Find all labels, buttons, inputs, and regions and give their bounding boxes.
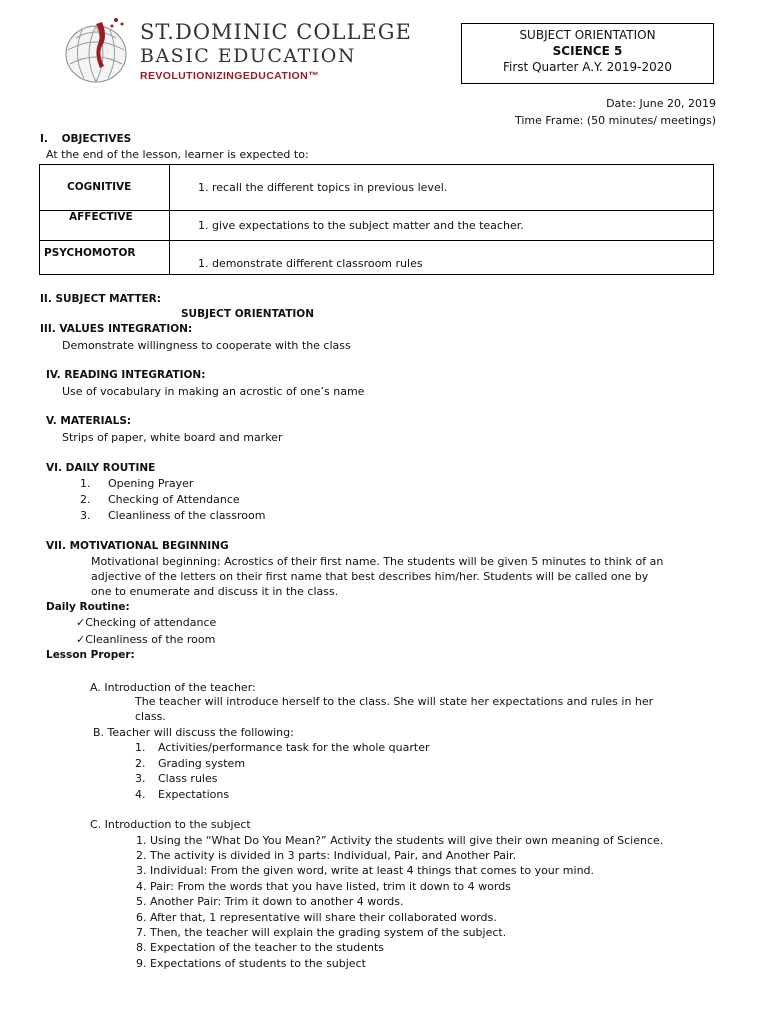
lesson-a-line: The teacher will introduce herself to the class. She will state her expectations and rules in her [135,695,654,708]
values-integration-heading: III. VALUES INTEGRATION: [40,323,193,335]
domain-cell: AFFECTIVE [40,211,170,241]
school-logo [62,14,412,86]
table-row [40,165,714,211]
header-subject: SCIENCE 5 [552,44,623,58]
materials-heading: V. MATERIALS: [46,415,132,427]
list-item: 2. Grading system [135,757,246,770]
objective-cell: 1. recall the different topics in previous level. [170,165,714,211]
list-item: 3. Individual: From the given word, write at least 4 things that comes to your mind. [136,864,595,877]
list-item: 4. Expectations [135,788,230,801]
lesson-c-title: C. Introduction to the subject [90,818,251,831]
objectives-intro: At the end of the lesson, learner is expected to: [46,148,309,161]
list-item: 3. Cleanliness of the classroom [80,509,266,522]
reading-integration-heading: IV. READING INTEGRATION: [46,369,206,381]
list-item: ✓Checking of attendance [76,616,217,629]
objectives-heading-number: I. [40,133,48,145]
list-item: 2. Checking of Attendance [80,493,240,506]
logo-tagline: REVOLUTIONIZINGEDUCATION™ [140,70,319,82]
header-quarter: First Quarter A.Y. 2019-2020 [503,60,672,74]
time-frame-line: Time Frame: (50 minutes/ meetings) [514,114,716,127]
daily-routine-heading: VI. DAILY ROUTINE [46,462,156,474]
objective-cell: 1. give expectations to the subject matter and the teacher. [170,211,714,241]
list-item: 1. Using the “What Do You Mean?” Activity the students will give their own meaning of Science. [136,834,664,847]
list-item: 7. Then, the teacher will explain the grading system of the subject. [136,926,507,939]
list-item: 1. Opening Prayer [80,477,194,490]
lesson-b-title: B. Teacher will discuss the following: [93,726,294,739]
subject-matter-value: SUBJECT ORIENTATION [181,308,315,320]
list-item: 6. After that, 1 representative will share their collaborated words. [136,911,497,924]
daily-routine-subheading: Daily Routine: [46,601,130,613]
list-item: 5. Another Pair: Trim it down to another 4 words. [136,895,404,908]
objectives-table [39,164,714,275]
motivational-line: Motivational beginning: Acrostics of their first name. The students will be given 5 minutes to think of an [91,555,664,568]
domain-cell: PSYCHOMOTOR [40,241,170,275]
date-line: Date: June 20, 2019 [606,97,716,110]
subject-matter-heading: II. SUBJECT MATTER: [40,293,161,305]
objective-cell: 1. demonstrate different classroom rules [170,241,714,275]
objectives-heading [40,133,131,145]
objectives-heading-text: OBJECTIVES [61,133,132,145]
subject-header-box [461,23,714,84]
globe-icon [62,14,138,86]
list-item: 9. Expectations of students to the subject [136,957,366,970]
reading-integration-text: Use of vocabulary in making an acrostic of one’s name [62,385,365,398]
header-title: SUBJECT ORIENTATION [519,28,656,42]
motivational-line: one to enumerate and discuss it in the class. [91,585,339,598]
list-item: ✓Cleanliness of the room [76,633,216,646]
lesson-proper-heading: Lesson Proper: [46,649,135,661]
list-item: 4. Pair: From the words that you have listed, trim it down to 4 words [136,880,511,893]
domain-cell: COGNITIVE [40,165,170,211]
table-row [40,211,714,241]
list-item: 1. Activities/performance task for the whole quarter [135,741,430,754]
list-item: 8. Expectation of the teacher to the students [136,941,385,954]
lesson-a-line: class. [135,710,166,723]
logo-college-name: ST.DOMINIC COLLEGE [140,20,412,44]
logo-basic-education: BASIC EDUCATION [140,45,356,67]
materials-text: Strips of paper, white board and marker [62,431,283,444]
motivational-heading: VII. MOTIVATIONAL BEGINNING [46,540,229,552]
list-item: 2. The activity is divided in 3 parts: Individual, Pair, and Another Pair. [136,849,517,862]
motivational-line: adjective of the letters on their first name that best describes him/her. Students will be called one by [91,570,649,583]
values-integration-text: Demonstrate willingness to cooperate with the class [62,339,351,352]
list-item: 3. Class rules [135,772,218,785]
table-row [40,241,714,275]
lesson-a-title: A. Introduction of the teacher: [90,681,256,694]
